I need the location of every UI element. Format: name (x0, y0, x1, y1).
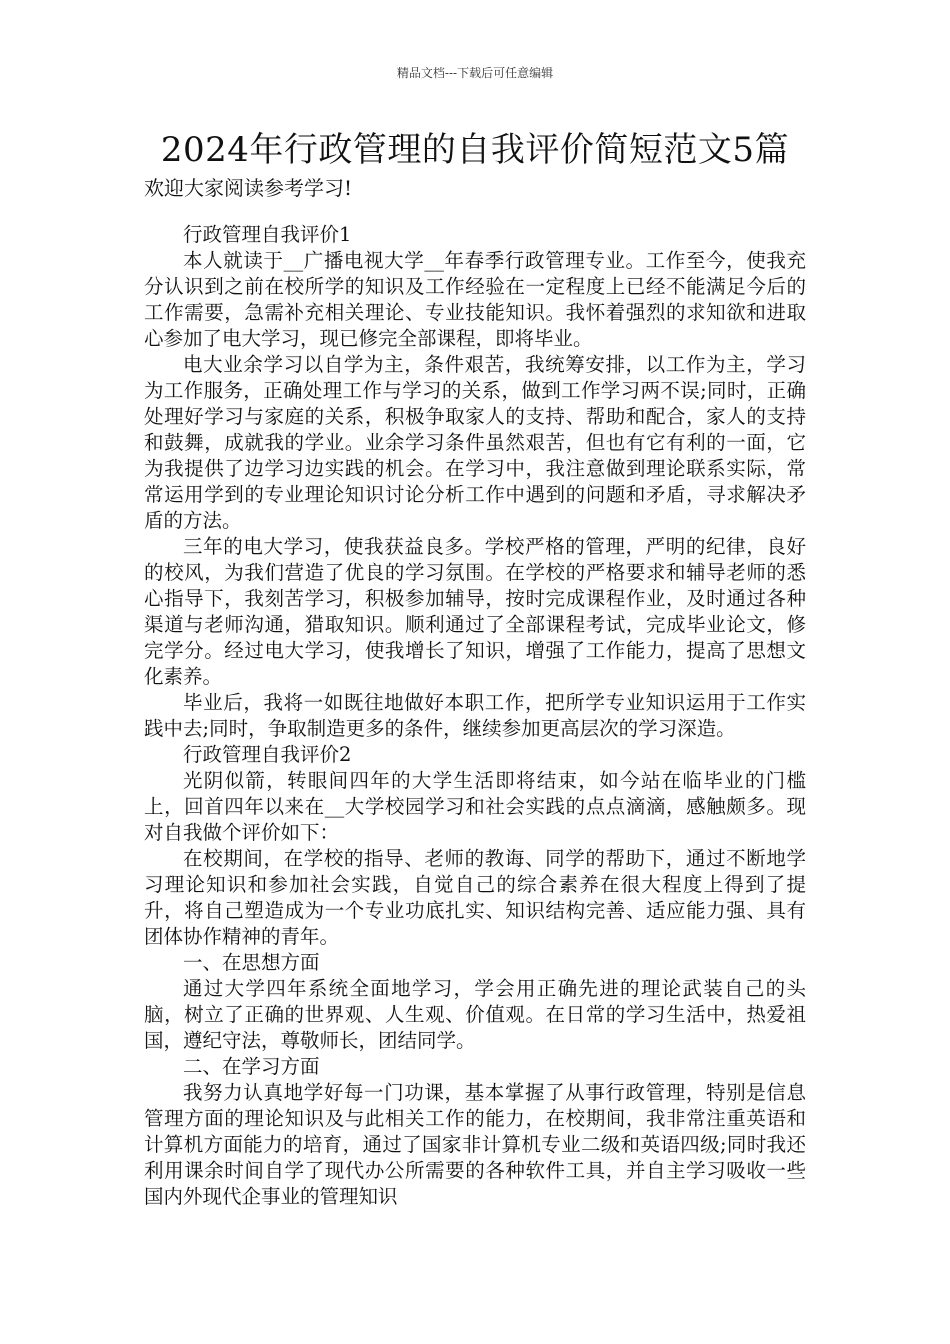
welcome-line: 欢迎大家阅读参考学习! (144, 176, 353, 200)
body-paragraph: 三年的电大学习，使我获益良多。学校严格的管理，严明的纪律，良好的校风，为我们营造了优良的学习氛围。在学校的严格要求和辅导老师的悉心指导下，我刻苦学习，积极参加辅导，按时完成课程作业，及时通过各种渠道与老师沟通，猎取知识。顺利通过了全部课程考试，完成毕业论文，修完学分。经过电大学习，使我增长了知识，增强了工作能力，提高了思想文化素养。 (144, 535, 806, 688)
body-paragraph: 本人就读于__广播电视大学__年春季行政管理专业。工作至今，使我充分认识到之前在校所学的知识及工作经验在一定程度上已经不能满足今后的工作需要，急需补充相关理论、专业技能知识。我怀着强烈的求知欲和进取心参加了电大学习，现已修完全部课程，即将毕业。 (144, 249, 806, 350)
section-heading: 一、在思想方面 (183, 951, 320, 974)
section-evaluation-2 (144, 742, 806, 950)
section-ideology (144, 950, 806, 1054)
section-heading: 二、在学习方面 (183, 1055, 320, 1078)
document-body (144, 222, 806, 1210)
page-header-note: 精品文档---下载后可任意编辑 (396, 66, 554, 80)
section-study (144, 1054, 806, 1210)
section-heading: 行政管理自我评价1 (183, 223, 352, 246)
body-paragraph: 在校期间，在学校的指导、老师的教诲、同学的帮助下，通过不断地学习理论知识和参加社会实践，自觉自己的综合素养在很大程度上得到了提升，将自己塑造成为一个专业功底扎实、知识结构完善、适应能力强、具有团体协作精神的青年。 (144, 847, 806, 948)
body-paragraph: 通过大学四年系统全面地学习，学会用正确先进的理论武装自己的头脑，树立了正确的世界观、人生观、价值观。在日常的学习生活中，热爱祖国，遵纪守法，尊敬师长，团结同学。 (144, 977, 806, 1052)
body-paragraph: 电大业余学习以自学为主，条件艰苦，我统筹安排，以工作为主，学习为工作服务，正确处理工作与学习的关系，做到工作学习两不误;同时，正确处理好学习与家庭的关系，积极争取家人的支持、帮助和配合，家人的支持和鼓舞，成就我的学业。业余学习条件虽然艰苦，但也有它有利的一面，它为我提供了边学习边实践的机会。在学习中，我注意做到理论联系实际，常常运用学到的专业理论知识讨论分析工作中遇到的问题和矛盾，寻求解决矛盾的方法。 (144, 353, 806, 532)
body-paragraph: 毕业后，我将一如既往地做好本职工作，把所学专业知识运用于工作实践中去;同时，争取制造更多的条件，继续参加更高层次的学习深造。 (144, 691, 806, 740)
body-paragraph: 光阴似箭，转眼间四年的大学生活即将结束，如今站在临毕业的门槛上，回首四年以来在__大学校园学习和社会实践的点点滴滴，感触颇多。现对自我做个评价如下： (144, 769, 806, 844)
section-heading: 行政管理自我评价2 (183, 743, 352, 766)
section-evaluation-1 (144, 222, 806, 742)
document-title: 2024年行政管理的自我评价简短范文5篇 (160, 130, 790, 170)
body-paragraph: 我努力认真地学好每一门功课，基本掌握了从事行政管理，特别是信息管理方面的理论知识及与此相关工作的能力，在校期间，我非常注重英语和计算机方面能力的培育，通过了国家非计算机专业二级和英语四级;同时我还利用课余时间自学了现代办公所需要的各种软件工具，并自主学习吸收一些国内外现代企事业的管理知识 (144, 1081, 806, 1208)
